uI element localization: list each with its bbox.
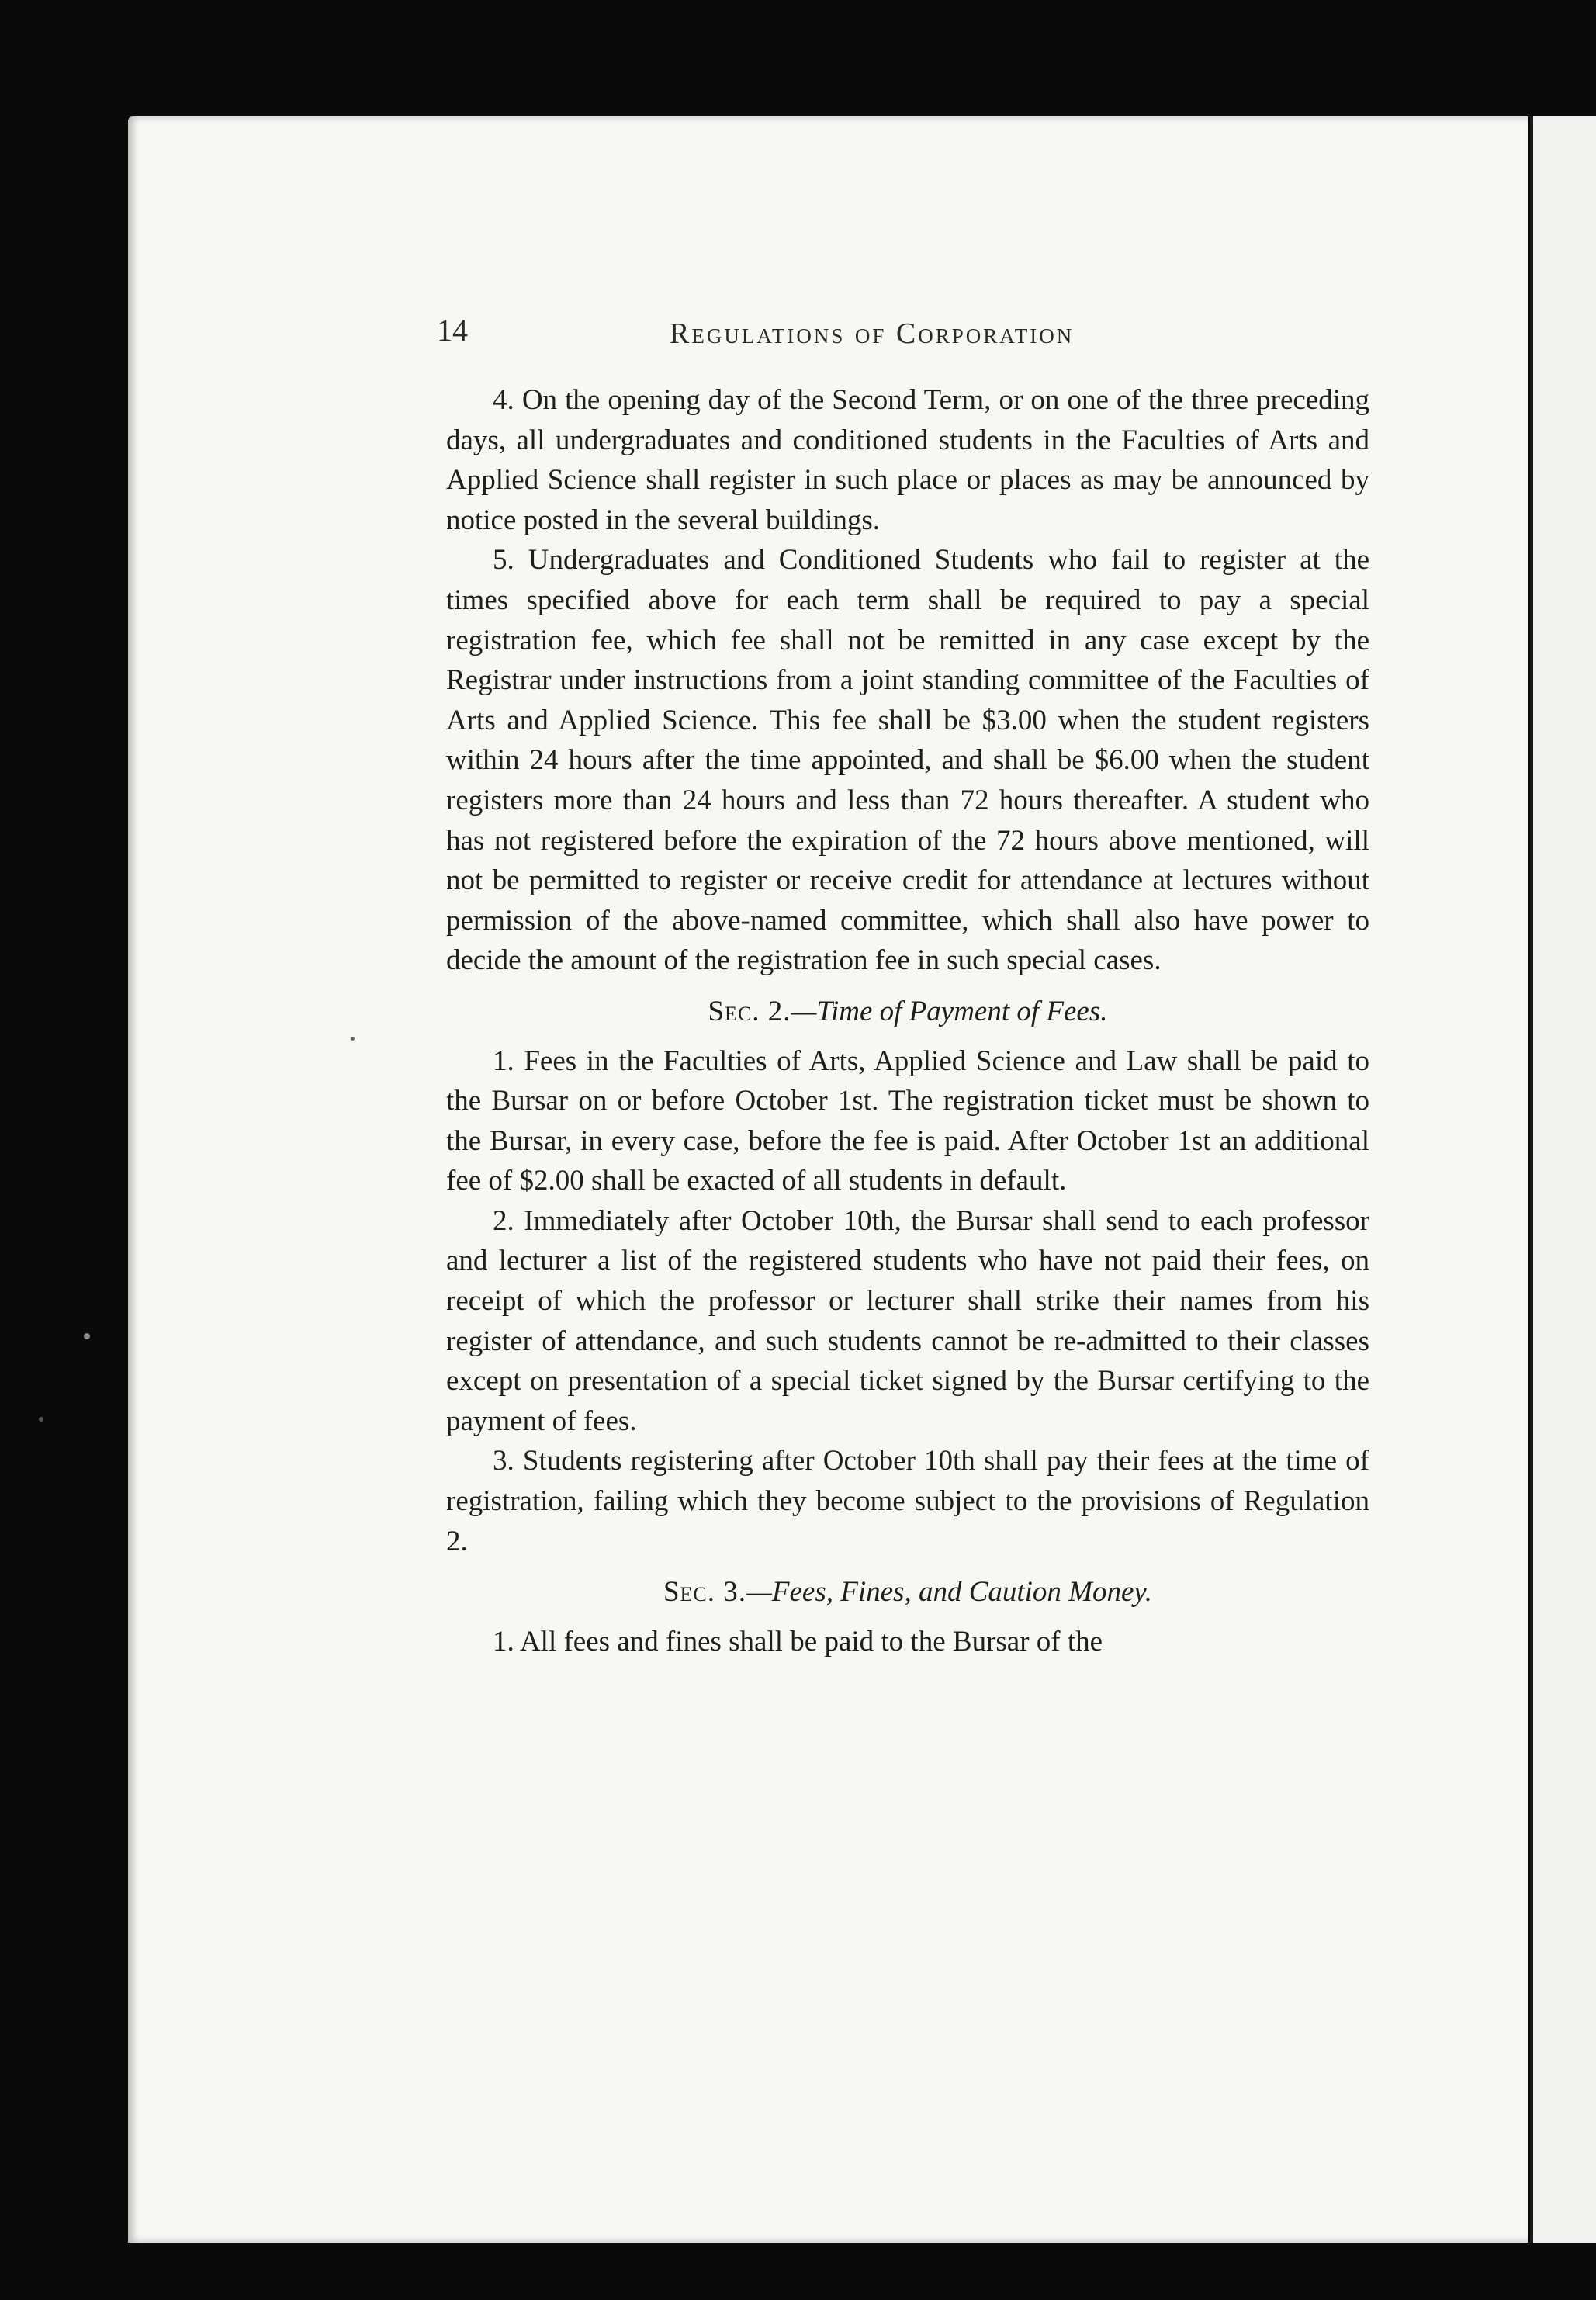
dust-speck: [351, 1037, 355, 1041]
section-2-label: Sec. 2.: [708, 995, 791, 1027]
section-3-heading: [446, 1572, 1369, 1612]
dust-speck: [84, 1333, 90, 1339]
section-3-title: —Fees, Fines, and Caution Money.: [746, 1576, 1153, 1609]
running-head: [437, 310, 1385, 365]
section-2-paragraph-1: 1. Fees in the Faculties of Arts, Applied Science and Law shall be paid to the Bursar on or before October 1st. The registration ticket must be shown to the Bursar, in every case, before the fee is paid. After October 1st an additional fee of $2.00 shall be exacted of all students in default.: [446, 1044, 1369, 1197]
body-text: [446, 380, 1369, 1661]
section-2-title: —Time of Payment of Fees.: [791, 995, 1108, 1027]
section-2-paragraph-2: 2. Immediately after October 10th, the Bursar shall send to each professor and lecturer a list of the registered students who have not paid their fees, on receipt of which the professor or lecturer shall strike their names from his register of attendance, and such students cannot be re-admitted to their classes except on presentation of a special ticket signed by the Bursar certifying to the payment of fees.: [446, 1204, 1369, 1437]
paragraph-4: 4. On the opening day of the Second Term, or on one of the three preceding days, all undergraduates and conditioned students in the Faculties of Arts and Applied Science shall register in such place or places as may be announced by notice posted in the several buildings.: [446, 384, 1369, 536]
running-title: Regulations of Corporation: [670, 317, 1075, 350]
scan-bottom-margin: [128, 2243, 1596, 2300]
adjacent-page-edge: [1530, 116, 1596, 2243]
section-3-paragraph-1: 1. All fees and fines shall be paid to the Bursar of the: [493, 1625, 1103, 1657]
paragraph-5: 5. Undergraduates and Conditioned Students who fail to register at the times specified above for each term shall be required to pay a special registration fee, which fee shall not be remitted in any case except by the Registrar under instructions from a joint standing committee of the Faculties of Arts and Applied Science. This fee shall be $3.00 when the student registers within 24 hours after the time appointed, and shall be $6.00 when the student registers more than 24 hours and less than 72 hours thereafter. A student who has not registered before the expiration of the 72 hours above mentioned, will not be permitted to register or receive credit for attendance at lectures without permission of the above-named committee, which shall also have power to decide the amount of the registration fee in such special cases.: [446, 544, 1369, 977]
section-2-paragraph-3: 3. Students registering after October 10th shall pay their fees at the time of registration, failing which they become subject to the provisions of Regulation 2.: [446, 1445, 1369, 1557]
section-3-label: Sec. 3.: [663, 1576, 746, 1609]
section-2-heading: [446, 992, 1369, 1032]
dust-speck: [39, 1417, 43, 1422]
page-number: 14: [437, 313, 468, 348]
